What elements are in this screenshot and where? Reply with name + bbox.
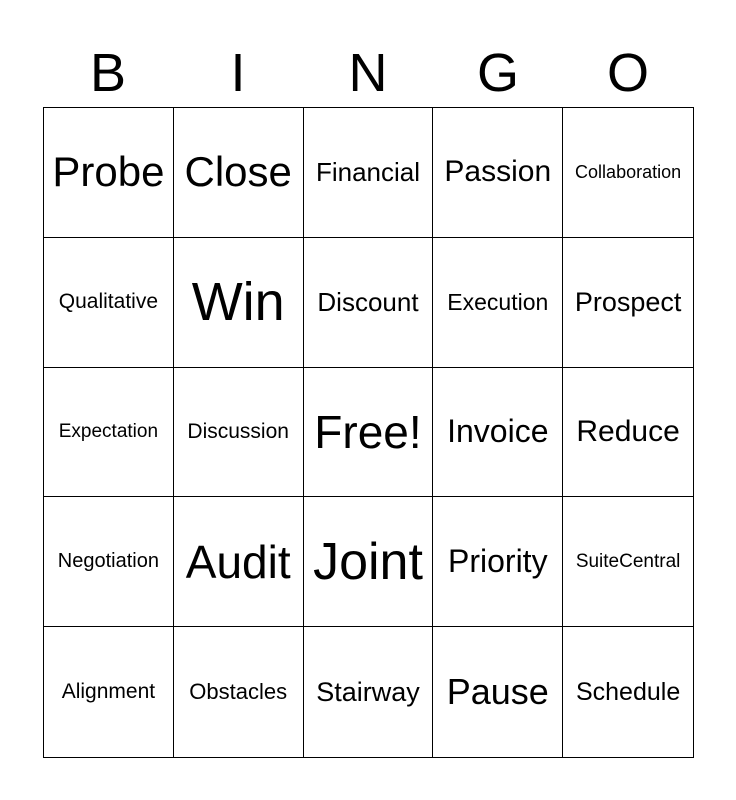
- header-letter-n: N: [348, 43, 388, 103]
- bingo-cell[interactable]: [563, 627, 693, 757]
- bingo-cell-word: Execution: [447, 288, 549, 315]
- bingo-cell-word: Alignment: [61, 680, 156, 704]
- bingo-cell-word: Invoice: [447, 413, 549, 450]
- header-letter-o: O: [606, 43, 649, 103]
- bingo-cell-word: Probe: [52, 148, 165, 196]
- bingo-cell-word: Priority: [448, 543, 548, 580]
- bingo-cell[interactable]: [433, 238, 563, 368]
- bingo-cell[interactable]: [304, 497, 434, 627]
- bingo-cell[interactable]: [44, 497, 174, 627]
- bingo-cell[interactable]: [174, 108, 304, 238]
- bingo-card-grid: [43, 107, 694, 758]
- bingo-cell-word: Audit: [185, 535, 291, 588]
- bingo-cell[interactable]: [563, 238, 693, 368]
- bingo-cell-word: Stairway: [316, 676, 420, 707]
- bingo-cell-word: Discussion: [187, 419, 289, 443]
- bingo-cell-word: Pause: [446, 671, 549, 713]
- bingo-cell[interactable]: [44, 627, 174, 757]
- bingo-cell[interactable]: [174, 368, 304, 498]
- bingo-cell[interactable]: [563, 108, 693, 238]
- bingo-cell-word: Discount: [317, 286, 419, 317]
- bingo-cell-word: Prospect: [574, 286, 682, 317]
- free-space-cell[interactable]: [304, 368, 434, 498]
- bingo-cell-word: SuiteCentral: [575, 550, 681, 572]
- bingo-cell-word: Free!: [314, 405, 422, 458]
- bingo-cell[interactable]: [433, 497, 563, 627]
- bingo-cell-word: Close: [184, 148, 292, 196]
- header-letter-i: I: [230, 43, 246, 103]
- header-letter-g: G: [476, 43, 519, 103]
- bingo-cell-word: Collaboration: [575, 161, 682, 182]
- bingo-cell-word: Financial: [315, 156, 421, 187]
- bingo-cell[interactable]: [44, 108, 174, 238]
- header-letter-b: B: [89, 43, 127, 103]
- bingo-cell-word: Passion: [444, 155, 552, 189]
- bingo-cell[interactable]: [563, 497, 693, 627]
- bingo-cell[interactable]: [304, 238, 434, 368]
- bingo-cell[interactable]: [563, 368, 693, 498]
- bingo-cell-word: Negotiation: [57, 550, 159, 573]
- bingo-cell[interactable]: [174, 497, 304, 627]
- bingo-cell-word: Obstacles: [189, 679, 288, 705]
- bingo-cell-word: Win: [191, 272, 285, 333]
- bingo-cell[interactable]: [304, 627, 434, 757]
- bingo-header: [43, 40, 693, 106]
- bingo-cell[interactable]: [433, 627, 563, 757]
- bingo-cell[interactable]: [44, 238, 174, 368]
- bingo-cell-word: Reduce: [576, 414, 680, 448]
- bingo-cell-word: Schedule: [575, 677, 681, 706]
- bingo-cell-word: Qualitative: [58, 290, 158, 314]
- bingo-cell[interactable]: [44, 368, 174, 498]
- bingo-cell[interactable]: [304, 108, 434, 238]
- bingo-cell[interactable]: [174, 627, 304, 757]
- bingo-cell-word: Expectation: [58, 420, 159, 442]
- bingo-cell[interactable]: [433, 368, 563, 498]
- bingo-cell-word: Joint: [313, 532, 423, 591]
- bingo-cell[interactable]: [433, 108, 563, 238]
- bingo-cell[interactable]: [174, 238, 304, 368]
